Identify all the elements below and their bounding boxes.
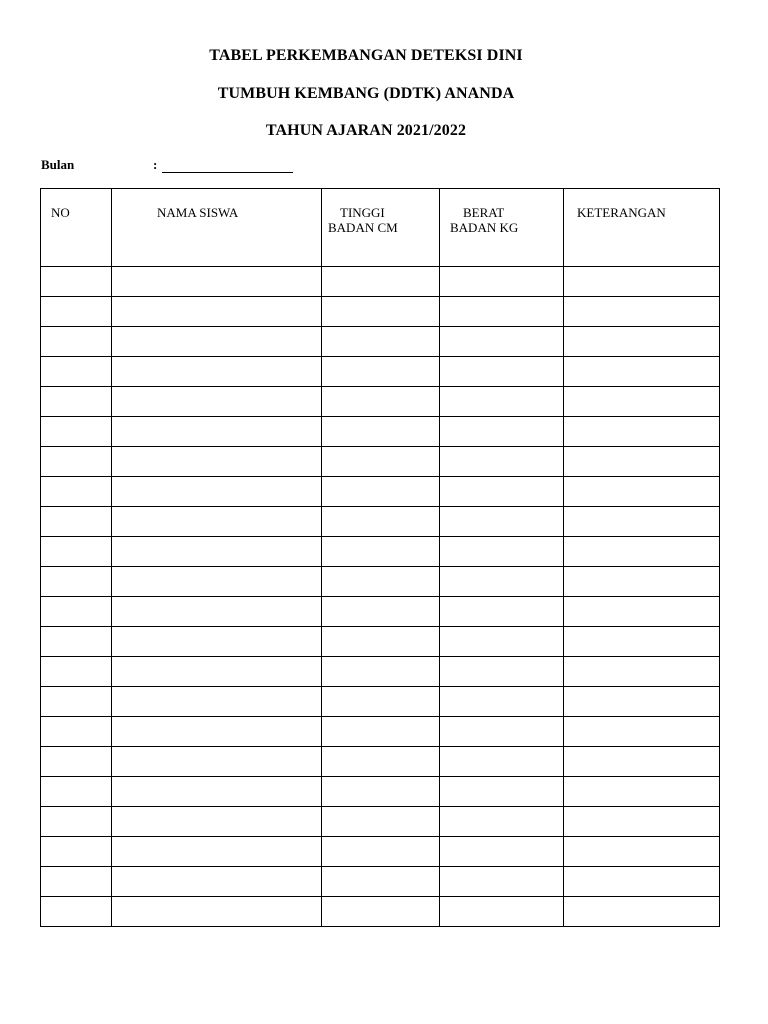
cell-keterangan[interactable] — [564, 657, 720, 687]
cell-keterangan[interactable] — [564, 897, 720, 927]
bulan-colon: : — [153, 157, 158, 172]
cell-berat-badan[interactable] — [440, 597, 564, 627]
cell-tinggi-badan[interactable] — [322, 537, 440, 567]
cell-keterangan[interactable] — [564, 717, 720, 747]
cell-keterangan[interactable] — [564, 477, 720, 507]
cell-berat-badan[interactable] — [440, 867, 564, 897]
cell-berat-badan[interactable] — [440, 327, 564, 357]
cell-berat-badan[interactable] — [440, 837, 564, 867]
cell-berat-badan[interactable] — [440, 627, 564, 657]
document-title-line-1: TABEL PERKEMBANGAN DETEKSI DINI — [209, 47, 523, 64]
header-berat-line2: BADAN KG — [450, 220, 519, 235]
cell-nama-siswa[interactable] — [112, 687, 322, 717]
cell-no[interactable] — [41, 747, 112, 777]
table-row — [41, 387, 720, 417]
header-tinggi-line1: TINGGI — [340, 205, 385, 220]
cell-tinggi-badan[interactable] — [322, 657, 440, 687]
cell-nama-siswa[interactable] — [112, 657, 322, 687]
cell-berat-badan[interactable] — [440, 687, 564, 717]
cell-tinggi-badan[interactable] — [322, 897, 440, 927]
cell-nama-siswa[interactable] — [112, 747, 322, 777]
cell-berat-badan[interactable] — [440, 537, 564, 567]
cell-nama-siswa[interactable] — [112, 897, 322, 927]
table-row — [41, 657, 720, 687]
cell-keterangan[interactable] — [564, 507, 720, 537]
table-row — [41, 297, 720, 327]
cell-berat-badan[interactable] — [440, 387, 564, 417]
cell-tinggi-badan[interactable] — [322, 267, 440, 297]
table-row — [41, 627, 720, 657]
cell-no[interactable] — [41, 567, 112, 597]
cell-berat-badan[interactable] — [440, 357, 564, 387]
cell-berat-badan[interactable] — [440, 297, 564, 327]
cell-keterangan[interactable] — [564, 837, 720, 867]
table-row — [41, 837, 720, 867]
cell-nama-siswa[interactable] — [112, 567, 322, 597]
cell-berat-badan[interactable] — [440, 897, 564, 927]
cell-tinggi-badan[interactable] — [322, 357, 440, 387]
cell-keterangan[interactable] — [564, 687, 720, 717]
cell-keterangan[interactable] — [564, 447, 720, 477]
cell-no[interactable] — [41, 777, 112, 807]
cell-nama-siswa[interactable] — [112, 297, 322, 327]
cell-nama-siswa[interactable] — [112, 267, 322, 297]
header-tinggi-badan — [322, 189, 440, 267]
cell-tinggi-badan[interactable] — [322, 627, 440, 657]
bulan-fill-line[interactable] — [162, 172, 293, 173]
cell-no[interactable] — [41, 477, 112, 507]
cell-nama-siswa[interactable] — [112, 447, 322, 477]
cell-tinggi-badan[interactable] — [322, 777, 440, 807]
table-row — [41, 807, 720, 837]
cell-berat-badan[interactable] — [440, 777, 564, 807]
cell-nama-siswa[interactable] — [112, 477, 322, 507]
cell-no[interactable] — [41, 417, 112, 447]
table-row — [41, 537, 720, 567]
cell-keterangan[interactable] — [564, 537, 720, 567]
table-row — [41, 687, 720, 717]
cell-keterangan[interactable] — [564, 867, 720, 897]
cell-nama-siswa[interactable] — [112, 537, 322, 567]
cell-no[interactable] — [41, 687, 112, 717]
cell-no[interactable] — [41, 867, 112, 897]
cell-berat-badan[interactable] — [440, 567, 564, 597]
cell-no[interactable] — [41, 387, 112, 417]
table-row — [41, 267, 720, 297]
cell-no[interactable] — [41, 717, 112, 747]
table-row — [41, 777, 720, 807]
table-row — [41, 327, 720, 357]
cell-berat-badan[interactable] — [440, 417, 564, 447]
table-row — [41, 357, 720, 387]
cell-tinggi-badan[interactable] — [322, 327, 440, 357]
cell-berat-badan[interactable] — [440, 657, 564, 687]
cell-berat-badan[interactable] — [440, 717, 564, 747]
table-row — [41, 867, 720, 897]
cell-no[interactable] — [41, 327, 112, 357]
table-row — [41, 417, 720, 447]
cell-tinggi-badan[interactable] — [322, 507, 440, 537]
cell-nama-siswa[interactable] — [112, 777, 322, 807]
table-row — [41, 477, 720, 507]
cell-no[interactable] — [41, 507, 112, 537]
table-row — [41, 507, 720, 537]
header-keterangan: KETERANGAN — [564, 189, 720, 267]
cell-berat-badan[interactable] — [440, 267, 564, 297]
cell-tinggi-badan[interactable] — [322, 867, 440, 897]
cell-tinggi-badan[interactable] — [322, 597, 440, 627]
cell-nama-siswa[interactable] — [112, 717, 322, 747]
table-row — [41, 447, 720, 477]
bulan-label: Bulan — [41, 157, 75, 172]
cell-no[interactable] — [41, 627, 112, 657]
header-tinggi-line2: BADAN CM — [328, 220, 398, 235]
cell-no[interactable] — [41, 807, 112, 837]
table-header-row — [41, 189, 720, 267]
cell-keterangan[interactable] — [564, 627, 720, 657]
cell-no[interactable] — [41, 657, 112, 687]
cell-no[interactable] — [41, 597, 112, 627]
table-row — [41, 897, 720, 927]
cell-nama-siswa[interactable] — [112, 327, 322, 357]
cell-nama-siswa[interactable] — [112, 867, 322, 897]
cell-nama-siswa[interactable] — [112, 837, 322, 867]
cell-berat-badan[interactable] — [440, 477, 564, 507]
cell-keterangan[interactable] — [564, 807, 720, 837]
cell-tinggi-badan[interactable] — [322, 477, 440, 507]
cell-tinggi-badan[interactable] — [322, 807, 440, 837]
table-body — [41, 267, 720, 927]
cell-keterangan[interactable] — [564, 747, 720, 777]
cell-tinggi-badan[interactable] — [322, 837, 440, 867]
student-growth-table — [40, 188, 720, 927]
header-berat-badan — [440, 189, 564, 267]
cell-tinggi-badan[interactable] — [322, 417, 440, 447]
cell-berat-badan[interactable] — [440, 807, 564, 837]
cell-berat-badan[interactable] — [440, 447, 564, 477]
table-row — [41, 567, 720, 597]
cell-berat-badan[interactable] — [440, 747, 564, 777]
table-row — [41, 747, 720, 777]
cell-nama-siswa[interactable] — [112, 417, 322, 447]
cell-keterangan[interactable] — [564, 417, 720, 447]
cell-nama-siswa[interactable] — [112, 627, 322, 657]
cell-keterangan[interactable] — [564, 327, 720, 357]
cell-nama-siswa[interactable] — [112, 597, 322, 627]
table-row — [41, 597, 720, 627]
cell-keterangan[interactable] — [564, 597, 720, 627]
cell-keterangan[interactable] — [564, 777, 720, 807]
cell-nama-siswa[interactable] — [112, 507, 322, 537]
cell-keterangan[interactable] — [564, 567, 720, 597]
cell-keterangan[interactable] — [564, 267, 720, 297]
cell-tinggi-badan[interactable] — [322, 567, 440, 597]
cell-nama-siswa[interactable] — [112, 357, 322, 387]
header-nama-siswa: NAMA SISWA — [112, 189, 322, 267]
cell-nama-siswa[interactable] — [112, 807, 322, 837]
header-no: NO — [41, 189, 112, 267]
cell-tinggi-badan[interactable] — [322, 297, 440, 327]
cell-no[interactable] — [41, 267, 112, 297]
cell-keterangan[interactable] — [564, 357, 720, 387]
cell-no[interactable] — [41, 537, 112, 567]
cell-no[interactable] — [41, 357, 112, 387]
cell-keterangan[interactable] — [564, 297, 720, 327]
cell-tinggi-badan[interactable] — [322, 687, 440, 717]
cell-tinggi-badan[interactable] — [322, 447, 440, 477]
cell-no[interactable] — [41, 837, 112, 867]
cell-no[interactable] — [41, 297, 112, 327]
cell-no[interactable] — [41, 897, 112, 927]
table-row — [41, 717, 720, 747]
cell-tinggi-badan[interactable] — [322, 747, 440, 777]
header-berat-line1: BERAT — [463, 205, 505, 220]
cell-keterangan[interactable] — [564, 387, 720, 417]
cell-nama-siswa[interactable] — [112, 387, 322, 417]
document-title-line-3: TAHUN AJARAN 2021/2022 — [265, 122, 467, 139]
document-title-line-2: TUMBUH KEMBANG (DDTK) ANANDA — [217, 85, 515, 102]
cell-berat-badan[interactable] — [440, 507, 564, 537]
cell-no[interactable] — [41, 447, 112, 477]
cell-tinggi-badan[interactable] — [322, 387, 440, 417]
cell-tinggi-badan[interactable] — [322, 717, 440, 747]
